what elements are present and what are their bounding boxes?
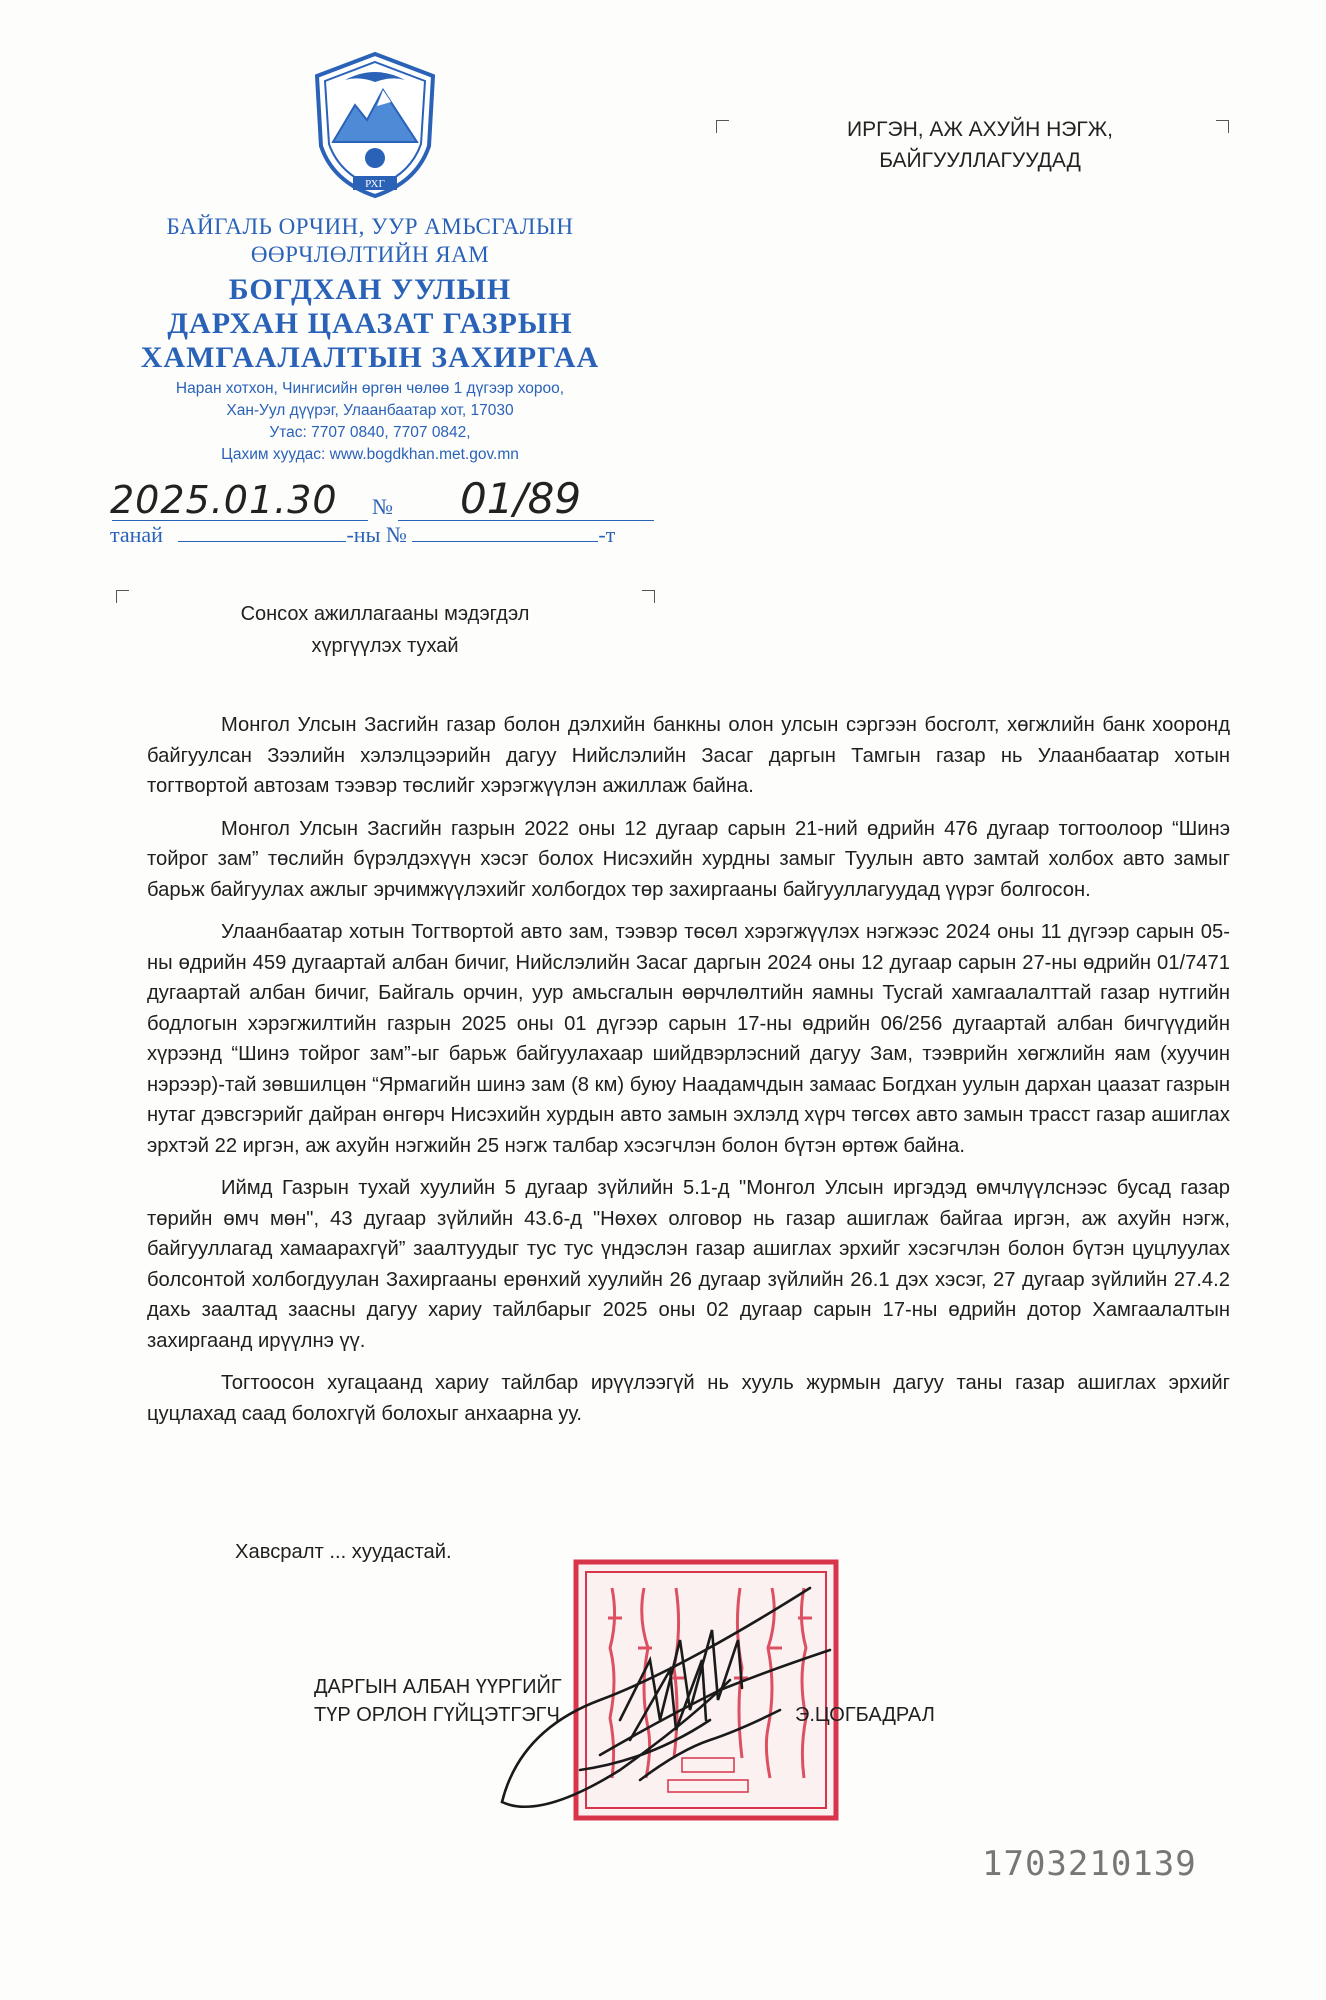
handwritten-number: 01/89 [460,474,582,523]
corner-mark [642,590,655,603]
body-paragraph: Иймд Газрын тухай хуулийн 5 дугаар зүйлийн 5.1-д "Монгол Улсын иргэдэд өмчлүүлснээс бусад газар төрийн өмч мөн", 43 дугаар зүйлийн 43.6-д "Нөхөх олговор нь газар ашиглаж байгаа иргэн, аж ахуйн нэгж, байгууллагад хамаарахгүй” заалтуудыг тус тус үндэслэн газар ашиглах эрхийг хэсэгчлэн болон бүтэн цуцлуулах болсонтой холбогдуулан Захиргааны ерөнхий хуулийн 26 дугаар зүйлийн 26.1 дэх хэсэг, 27 дугаар зүйлийн 27.4.2 дахь заалтад заасны дагуу хариу тайлбарыг 2025 оны 02 дугаар сарын 17-ны өдрийн дотор Хамгаалалтын захиргаанд ирүүлнэ үү. [147,1177,1230,1352]
corner-mark [1216,120,1229,133]
document-control-number: 1703210139 [982,1844,1197,1884]
body-paragraph: Монгол Улсын Засгийн газар болон дэлхийн банкны олон улсын сэргээн босголт, хөгжлийн банк хооронд байгуулсан Зээлийн хэлэлцээрийн дагуу Нийслэлийн Засаг даргын Тамгын газар нь Улаанбаатар хотын тогтвортой автозам тээвэр төслийг хэрэгжүүлэн ажиллаж байна. [147,714,1230,797]
t-label: -т [598,522,616,547]
reference-number-blank [412,523,598,542]
agency-name-line3: ХАМГААЛАЛТЫН ЗАХИРГАА [140,341,600,374]
number-underline [398,520,654,521]
agency-name-line1: БОГДХАН УУЛЫН [228,273,512,306]
body-paragraph: Монгол Улсын Засгийн газрын 2022 оны 12 дугаар сарын 21-ний өдрийн 476 дугаар тогтоолоор “Шинэ тойрог зам” төслийн бүрэлдэхүүн хэсэг болох Нисэхийн хурдны замыг Туулын авто замтай холбох авто замыг барьж байгуулах ажлыг эрчимжүүлэхийг холбогдох төр захиргааны байгууллагуудад үүрэг болгосон. [147,817,1230,901]
body-paragraph: Улаанбаатар хотын Тогтвортой авто зам, тээвэр төсөл хэрэгжүүлэх нэгжээс 2024 оны 11 дүгээр сарын 05-ны өдрийн 459 дугаартай албан бичиг, Нийслэлийн Засаг даргын 2024 оны 12 дугаар сарын 27-ны өдрийн 01/7471 дугаартай албан бичиг, Байгаль орчин, уур амьсгалын өөрчлөлтийн яамны Тусгай хамгаалалттай газар нутгийн бодлогын хэрэгжилтийн газрын 2025 оны 01 дүгээр сарын 17-ны өдрийн 06/256 дугаартай албан бичгүүдийн хүрээнд “Шинэ тойрог зам”-ыг барьж байгуулахаар шийдвэрлэсний дагуу Зам, тээврийн хөгжлийн яам (хуучин нэрээр)-тай зөвшилцөн “Ярмагийн шинэ зам (8 км) буюу Наадамчдын замаас Богдхан уулын дархан цаазат газрын нутаг дэвсгэрийг дайран өнгөрч Нисэхийн хурдын авто замын эхлэлд хүрч төгсөх авто замын трасст газар ашиглах эрхтэй 22 иргэн, аж ахуйн нэгжийн 25 нэгж талбар хэсэгчлэн болон бүтэн өртөж байна. [147,921,1230,1157]
subject-line2: хүргүүлэх тухай [311,635,459,657]
ministry-name-line2: ӨӨРЧЛӨЛТИЙН ЯАМ [250,242,490,267]
signatory-title-line2: ТҮР ОРЛОН ГҮЙЦЭТГЭГЧ [314,1704,560,1726]
signatory-title-line1: ДАРГЫН АЛБАН ҮҮРГИЙГ [314,1676,562,1698]
recipient-block [780,114,1180,176]
reference-row [110,522,615,548]
recipient-line2: БАЙГУУЛЛАГУУДАД [879,149,1081,172]
subject-block [150,598,620,662]
subject-line1: Сонсох ажиллагааны мэдэгдэл [240,603,530,625]
signatory-name: Э.ЦОГБАДРАЛ [795,1704,935,1726]
phone-line: Утас: 7707 0840, 7707 0842, [269,424,471,441]
nyi-label: -ны № [346,522,407,547]
address-line2: Хан-Уул дүүрэг, Улаанбаатар хот, 17030 [226,402,514,419]
corner-mark [116,590,129,603]
reference-date-blank [178,523,346,542]
corner-mark [716,120,729,133]
emblem-text: РХГ [365,178,385,190]
body-paragraph: Тогтоосон хугацаанд хариу тайлбар ирүүлээгүй нь хууль журмын дагуу таны газар ашиглах эрхийг цуцлахад саад болохгүй болохыг анхаарна уу. [147,1372,1230,1425]
ministry-name-line1: БАЙГАЛЬ ОРЧИН, УУР АМЬСГАЛЫН [166,214,574,239]
website-line: Цахим хуудас: www.bogdkhan.met.gov.mn [221,446,519,463]
address-line1: Наран хотхон, Чингисийн өргөн чөлөө 1 дүгээр хороо, [175,380,565,397]
attachment-note: Хавсралт ... хуудастай. [235,1541,452,1563]
agency-name-line2: ДАРХАН ЦААЗАТ ГАЗРЫН [167,307,573,340]
letter-body [147,710,1230,1441]
handwritten-date: 2025.01.30 [110,478,338,522]
handwritten-signature [480,1570,900,1830]
your-label: танай [110,522,163,547]
number-label: № [372,494,393,519]
recipient-line1: ИРГЭН, АЖ АХУЙН НЭГЖ, [847,118,1113,141]
agency-emblem-logo [305,50,445,200]
date-underline [112,520,368,521]
